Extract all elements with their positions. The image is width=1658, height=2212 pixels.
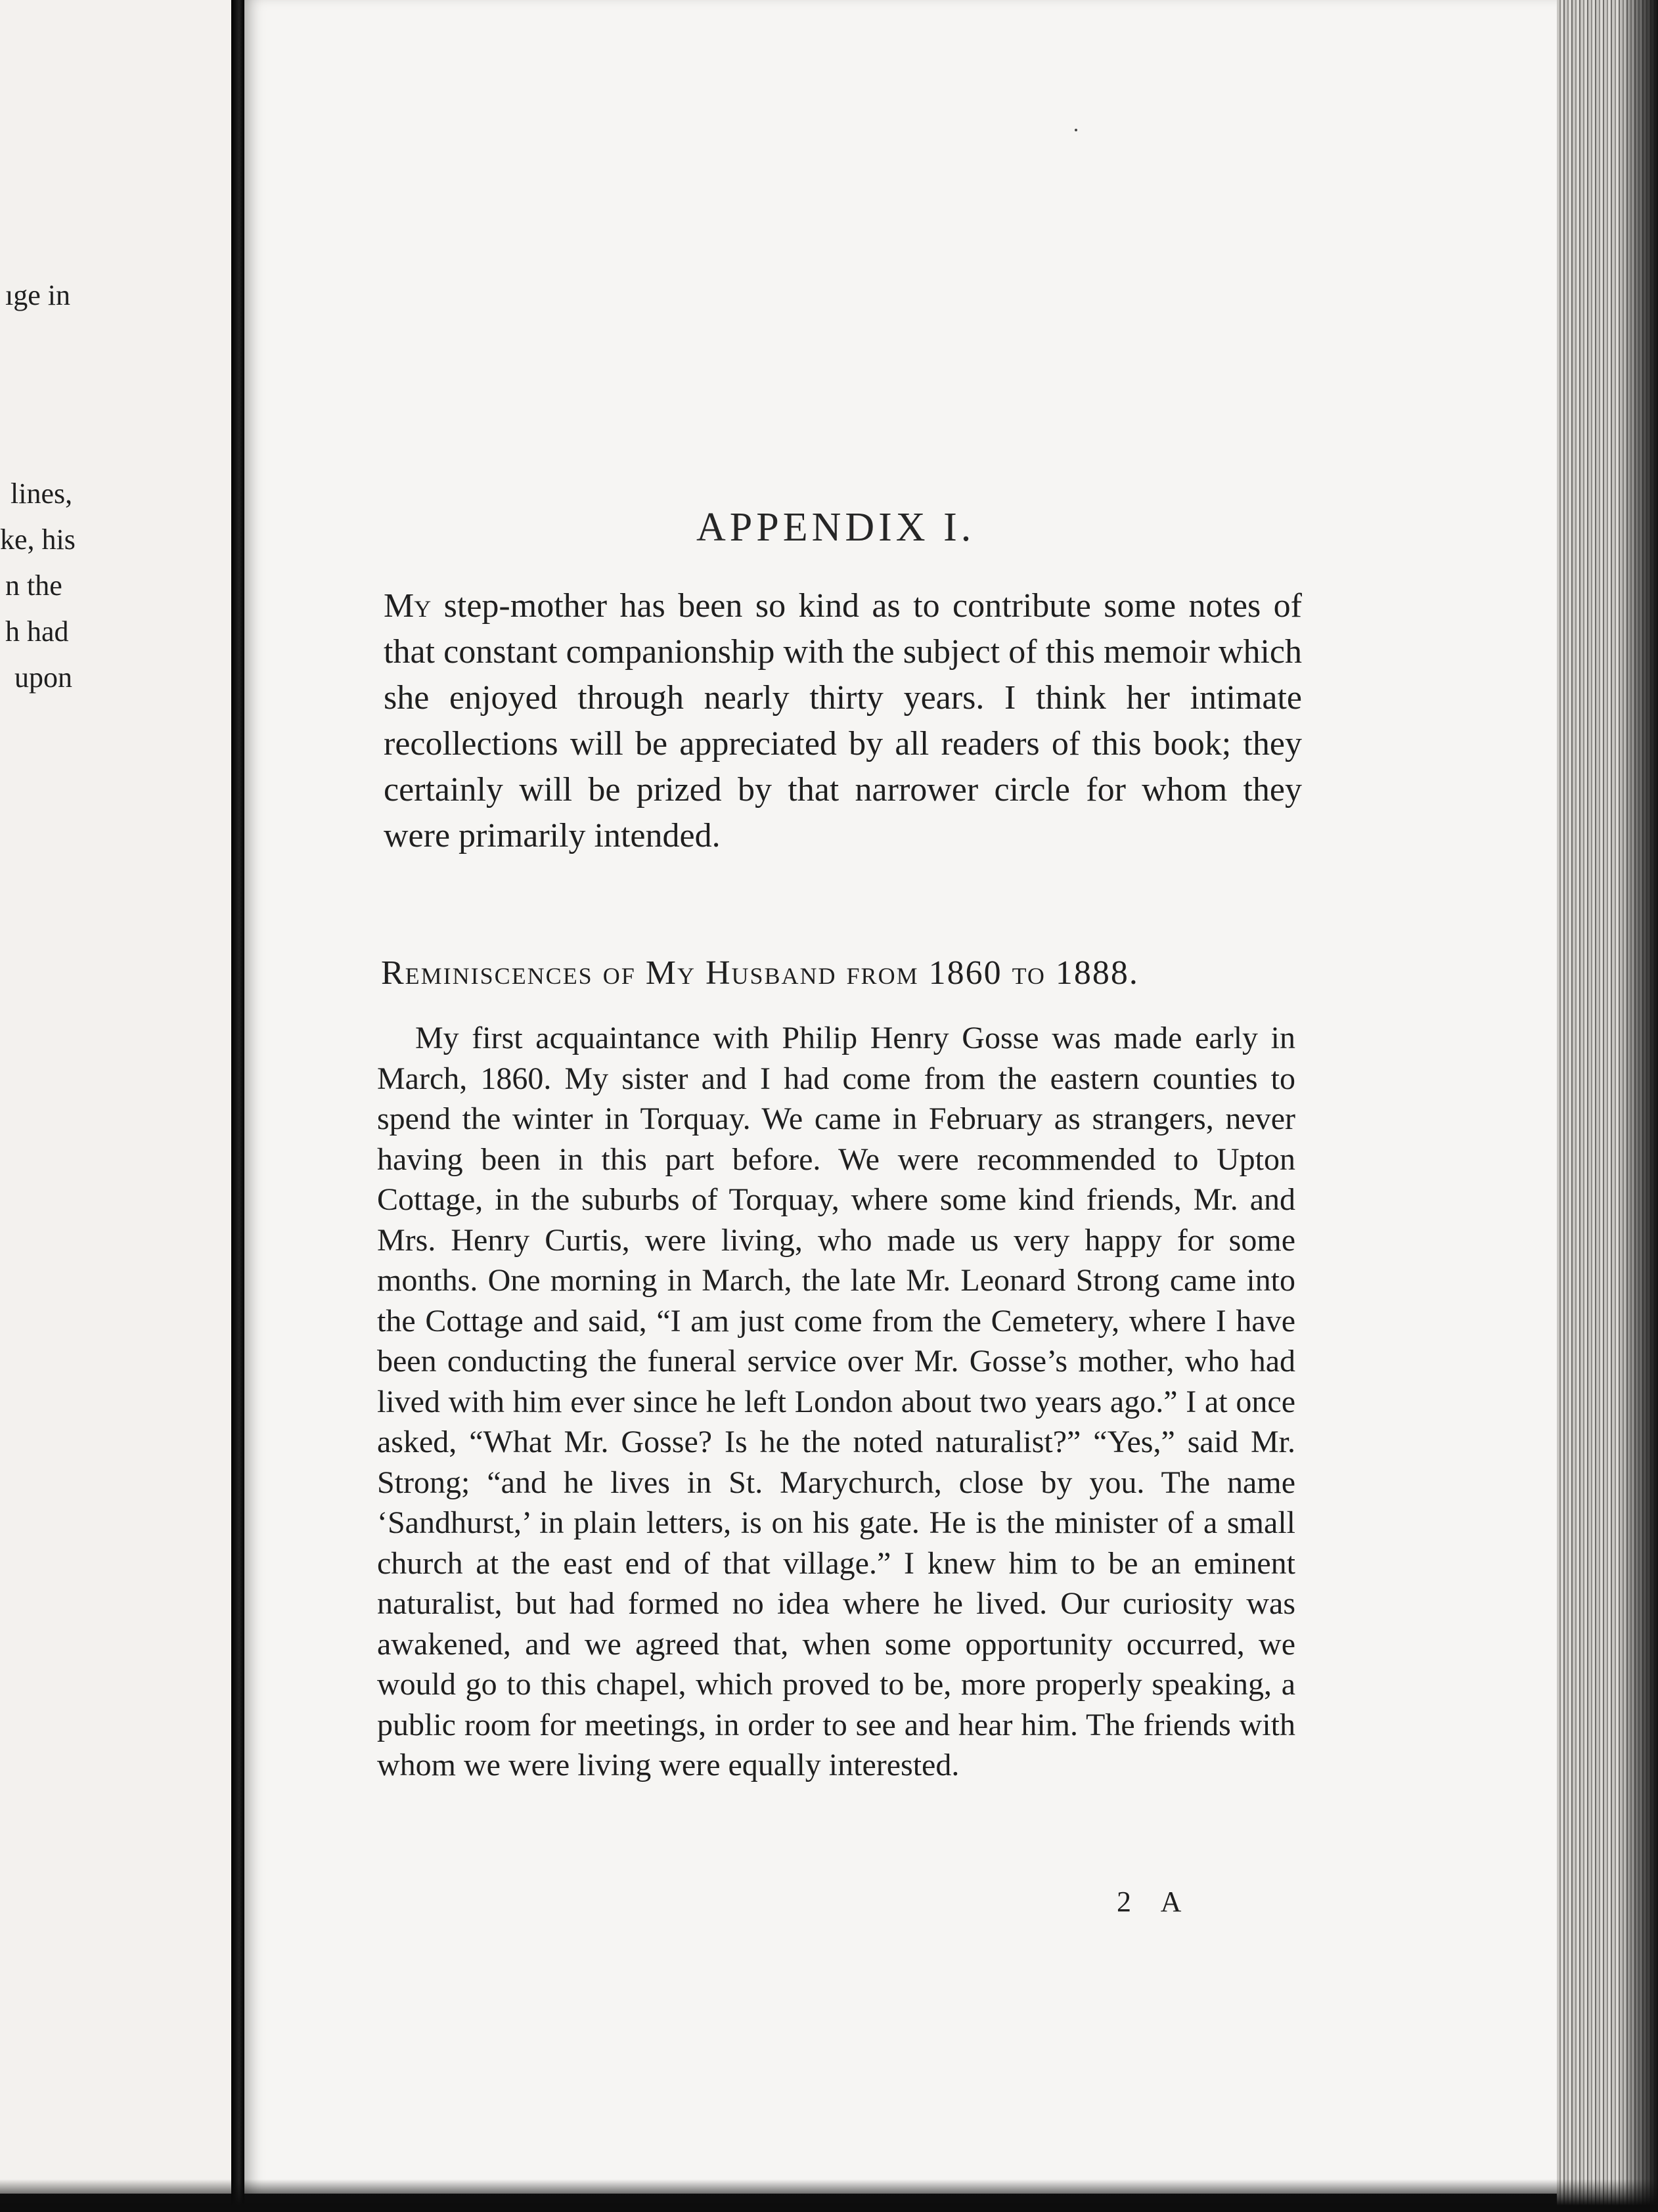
left-fragment-6: upon — [14, 661, 72, 694]
intro-text: step-mother has been so kind as to contribute some notes of that constant companionship with the subject of this memoir which she enjoyed through nearly thirty years. I think her intimate recollections will be appreciated by all readers of this book; they certainly will be prized by that narrower circle for whom they were primarily intended. — [384, 587, 1302, 854]
left-fragment-2: lines, — [11, 477, 73, 510]
body-text: My first acquaintance with Philip Henry Gosse was made early in March, 1860. My sister and I had come from the eastern counties to spend the winter in Torquay. We came in February as strangers, never having been in this part before. We were recommended to Upton Cottage, in the suburbs of Torquay, where some kind friends, Mr. and Mrs. Henry Curtis, were living, who made us very happy for some months. One morning in March, the late Mr. Leonard Strong came into the Cottage and said, “I am just come from the Cemetery, where I have been conducting the funeral service over Mr. Gosse’s mother, who had lived with him ever since he left London about two years ago.” I at once asked, “What Mr. Gosse? Is he the noted naturalist?” “Yes,” said Mr. Strong; “and he lives in St. Marychurch, close by you. The name ‘Sandhurst,’ in plain letters, is on his gate. He is the minister of a small church at the east end of that village.” I knew him to be an eminent naturalist, but had formed no idea where he lived. Our curiosity was awakened, and we agreed that, when some opportunity occurred, we would go to this chapel, which proved to be, more properly speaking, a public room for meetings, in order to see and hear him. The friends with whom we were living were equally interested. — [377, 1021, 1295, 1782]
left-fragment-3: ke, his — [0, 523, 76, 556]
left-fragment-5: h had — [5, 615, 69, 648]
appendix-heading: APPENDIX I. — [696, 505, 975, 550]
bottom-shadow — [0, 2179, 1658, 2212]
body-paragraph — [377, 1018, 1295, 1786]
left-facing-page — [0, 0, 235, 2194]
section-subheading: Reminiscences of My Husband from 1860 to 1888. — [381, 954, 1139, 992]
left-fragment-1: ıge in — [5, 279, 70, 311]
intro-lead-word: My — [384, 587, 432, 625]
page-speck — [1075, 129, 1077, 131]
book-gutter — [231, 0, 244, 2212]
intro-paragraph — [384, 583, 1302, 859]
signature-mark: 2 A — [1117, 1886, 1194, 1918]
left-fragment-4: n the — [5, 569, 62, 602]
page-edges — [1557, 0, 1658, 2212]
